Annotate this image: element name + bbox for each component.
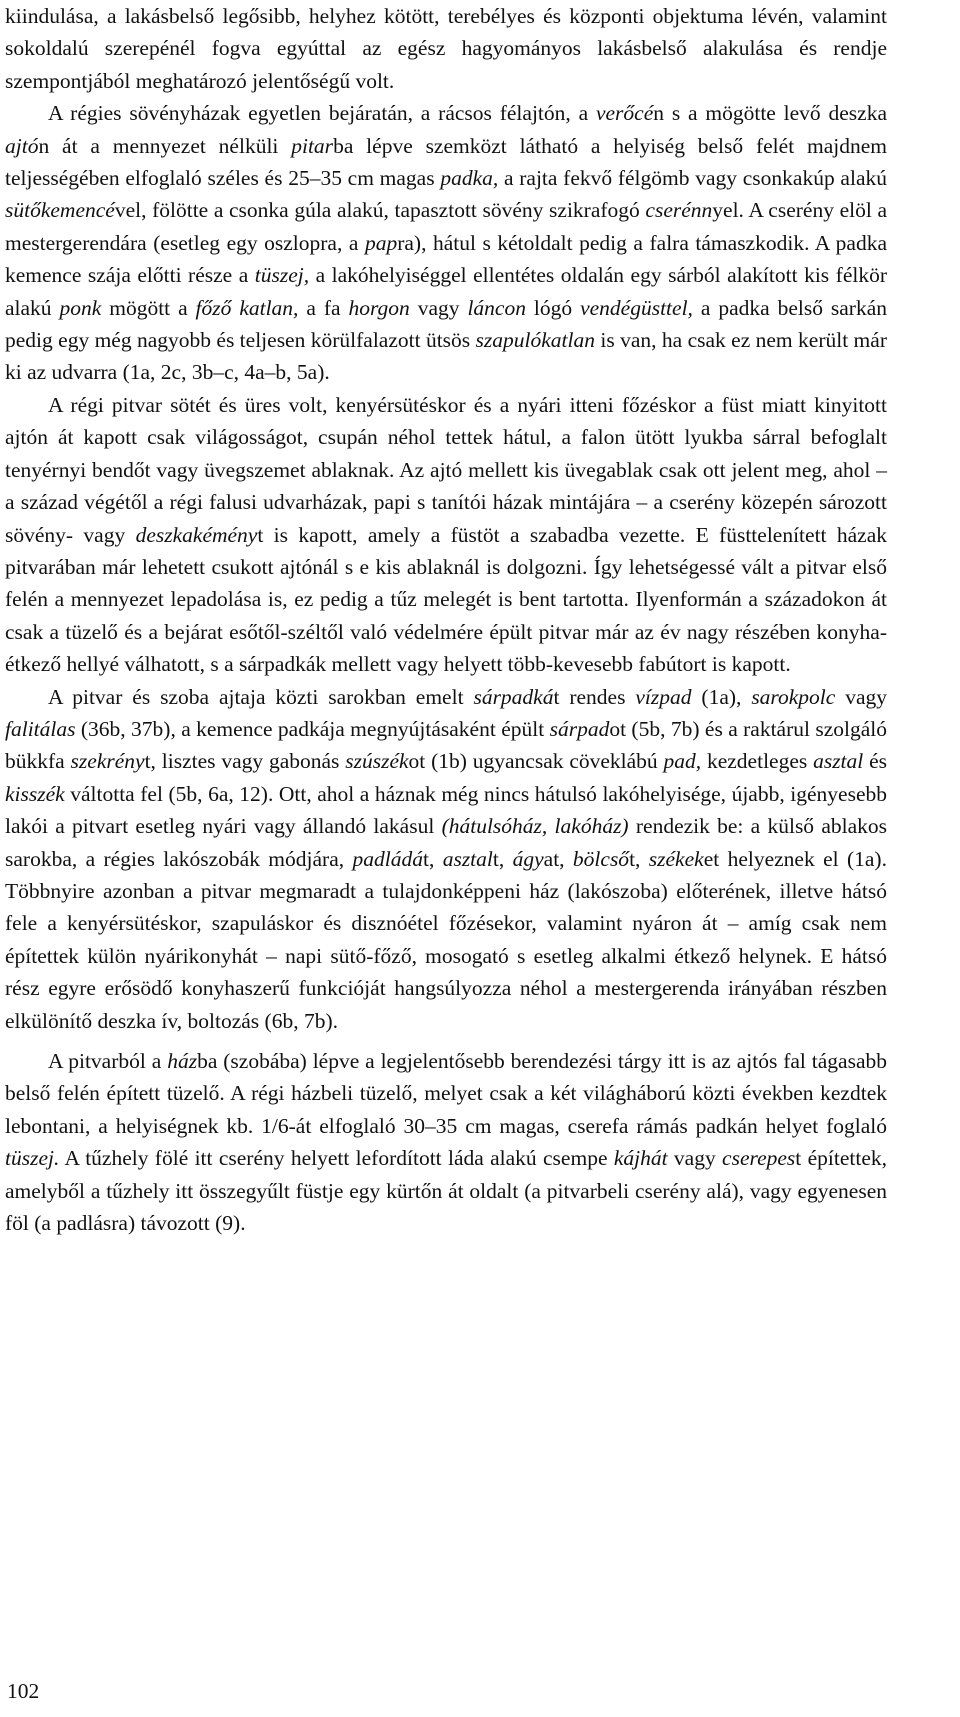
italic-term: asztal: [813, 749, 864, 774]
paragraph-4: [5, 681, 887, 1037]
text-run: rendezik be: a külső ablakos sarokba, a régies lakószobák módjára,: [5, 814, 887, 871]
text-run: yel. A cserény elöl a mestergerendára (esetleg egy oszlopra, a: [5, 198, 887, 255]
text-run: A régies sövényházak egyetlen bejáratán, a rácsos félajtón, a: [48, 101, 596, 126]
italic-term: tüszej.: [5, 1146, 60, 1171]
italic-term: vendégüsttel,: [580, 295, 693, 320]
italic-term: ház: [167, 1049, 198, 1073]
italic-term: kisszék: [5, 781, 65, 806]
italic-term: pap: [364, 230, 398, 255]
italic-term: (hátulsóház, lakóház): [441, 814, 629, 839]
text-run: t, lisztes vagy gabonás: [144, 749, 346, 774]
text-run: t,: [629, 846, 649, 871]
italic-term: vízpad: [635, 684, 692, 709]
text-run: a lakóhelyiséggel ellentétes oldalán egy sárból alakított kis félkör alakú: [5, 263, 888, 320]
text-run: ra), hátul s kétoldalt pedig a falra támaszkodik. A padka kemence szája előtti része a: [5, 230, 887, 288]
text-run: at,: [543, 846, 573, 871]
italic-term: pad,: [663, 749, 702, 774]
italic-term: falitálas: [5, 716, 76, 741]
italic-term: székek: [648, 846, 704, 871]
italic-term: sárpadká: [473, 684, 554, 709]
text-run: kezdetleges: [701, 749, 814, 774]
italic-term: bölcső: [572, 846, 630, 871]
text-run: A tűzhely fölé itt cserény helyett lefordított láda alakú csempe: [59, 1146, 614, 1171]
italic-term: asztal: [442, 846, 493, 871]
text-run: n s a mögötte levő deszka: [653, 101, 887, 126]
text-run: ot (5b, 7b) és a raktárul szolgáló bükkfa: [5, 716, 888, 774]
text-run: A régi pitvar sötét és üres volt, kenyérsütéskor és a nyári itteni főzéskor a füst miatt kinyitott ajtón át kapott csak világosságot, csupán néhol tettek hátul, a falon ütött lyukba sárral befoglalt tenyérnyi bendőt vagy üvegszemet ablaknak. Az ajtó mellett kis üvegablak csak ott jelent meg, ahol – a század végétől a régi falusi udvarházak, papi s tanítói házak mintájára – a cserény közepén sározott sövény- vagy: [5, 392, 887, 547]
italic-term: kájhát: [613, 1146, 668, 1171]
text-run: (1a),: [691, 684, 752, 709]
text-run: t építettek, amelyből a tűzhely itt összegyűlt füstje egy kürtőn át oldalt (a pitvarbeli cserény alá), vagy egyenesen föl (a padlásra) távozott (9).: [5, 1146, 887, 1236]
text-run: a padka belső sarkán pedig egy még nagyobb és teljesen körülfalazott ütsös: [5, 295, 888, 353]
text-run: ot (1b) ugyancsak cöveklábú: [408, 749, 664, 774]
italic-term: padládá: [352, 846, 423, 871]
text-run: (36b, 37b), a kemence padkája megnyújtásaként épült: [75, 716, 550, 741]
text-run: A pitvarból a: [48, 1049, 168, 1073]
text-run: váltotta fel (5b, 6a, 12). Ott, ahol a háznak még nincs hátulsó lakóhelyisége, újabb, igényesebb lakói a pitvart esetleg nyári vagy állandó lakásul: [5, 781, 887, 839]
italic-term: pitar: [291, 133, 334, 158]
text-run: t is kapott, amely a füstöt a szabadba vezette. E füsttelenített házak pitvarában már lehetett csukott ajtónál s e kis ablaknál is dolgozni. Így lehetségessé vált a pitvar első felén a mennyezet lepadolása is, ez pedig a tűz melegét is bent tartotta. Ilyenformán a századokon át csak a tüzelő és a bejárat esőtől-széltől való védelmére épült pitvar már az év nagy részében konyha-étkező hellyé válhatott, s a sárpadkák mellett vagy helyett több-kevesebb fabútort is kapott.: [5, 522, 887, 677]
italic-term: sarokpolc: [751, 684, 836, 709]
italic-term: verőcé: [595, 101, 654, 126]
italic-term: láncon: [467, 295, 526, 320]
italic-term: horgon: [348, 295, 410, 320]
italic-term: cserénn: [645, 198, 713, 223]
text-run: és: [863, 749, 888, 774]
paragraph-1: [5, 0, 887, 97]
text-run: vel, fölötte a csonka gúla alakú, tapasztott sövény szikrafogó: [114, 198, 646, 223]
text-run: ba lépve szemközt látható a helyiség belső felét majdnem teljességében elfoglaló széles és 25–35 cm magas: [5, 133, 887, 191]
text-run: et helyeznek el (1a). Többnyire azonban a pitvar megmaradt a tulajdonképpeni ház (lakószoba) előterének, illetve hátsó fele a kenyérsütéskor, szapuláskor és disznóétel főzésekor, valamint nyáron át – amíg csak nem építettek külön nyárikonyhát – napi sütő-főző, mosogató s esetleg alkalmi étkező helynek. E hátsó rész egyre erősödő konyhaszerű funkcióját hangsúlyozza néhol a mestergerenda irányában részben elkülönítő deszka ív, boltozás (6b, 7b).: [5, 846, 887, 1033]
text-run: lógó: [525, 295, 581, 320]
text-run: ba (szobába) lépve a legjelentősebb berendezési tárgy itt is az ajtós fal tágasabb belső felén épített tüzelő. A régi házbeli tüzelő, melyet csak a két világháború közti években kezdtek lebontani, a helyiségnek kb. 1/6-át elfoglaló 30–35 cm magas, cserefa rámás padkán helyet foglaló: [5, 1049, 887, 1138]
paragraph-5: [5, 1045, 887, 1239]
italic-term: sárpad: [549, 716, 610, 741]
text-run: a rajta fekvő félgömb vagy csonkakúp alakú: [498, 166, 887, 191]
text-run: mögött a: [101, 295, 196, 320]
italic-term: szekrény: [70, 749, 145, 774]
italic-term: sütőkemencé: [5, 198, 115, 223]
italic-term: főző katlan,: [195, 295, 299, 320]
italic-term: deszkakémény: [135, 522, 258, 547]
text-run: is van, ha csak ez nem került már ki az udvarra (1a, 2c, 3b–c, 4a–b, 5a).: [5, 328, 887, 385]
italic-term: szúszék: [345, 749, 409, 774]
text-run: A pitvar és szoba ajtaja közti sarokban emelt: [48, 684, 474, 709]
italic-term: cserepes: [722, 1146, 796, 1171]
text-run: a fa: [298, 295, 349, 320]
text-run: kiindulása, a lakásbelső legősibb, helyhez kötött, terebélyes és központi objektuma lévén, valamint sokoldalú szerepénél fogva egyúttal az egész hagyományos lakásbelső alakulása és rendje szempontjából meghatározó jelentőségű volt.: [5, 4, 887, 93]
text-run: vagy: [409, 295, 468, 320]
page-number: 102: [7, 1679, 40, 1703]
italic-term: ajtó: [5, 133, 39, 158]
text-run: t,: [422, 846, 443, 871]
text-run: t,: [492, 846, 513, 871]
italic-term: tüszej,: [254, 263, 310, 288]
paragraph-3: [5, 389, 887, 681]
text-run: vagy: [835, 684, 888, 709]
italic-term: szapulókatlan: [475, 328, 595, 353]
paragraph-2: [5, 97, 887, 389]
body-text: [5, 0, 887, 1239]
italic-term: ágy: [512, 846, 544, 871]
italic-term: ponk: [59, 295, 102, 320]
text-run: vagy: [667, 1146, 723, 1171]
text-run: t rendes: [553, 684, 636, 709]
italic-term: padka,: [440, 166, 499, 191]
text-run: n át a mennyezet nélküli: [38, 133, 292, 158]
